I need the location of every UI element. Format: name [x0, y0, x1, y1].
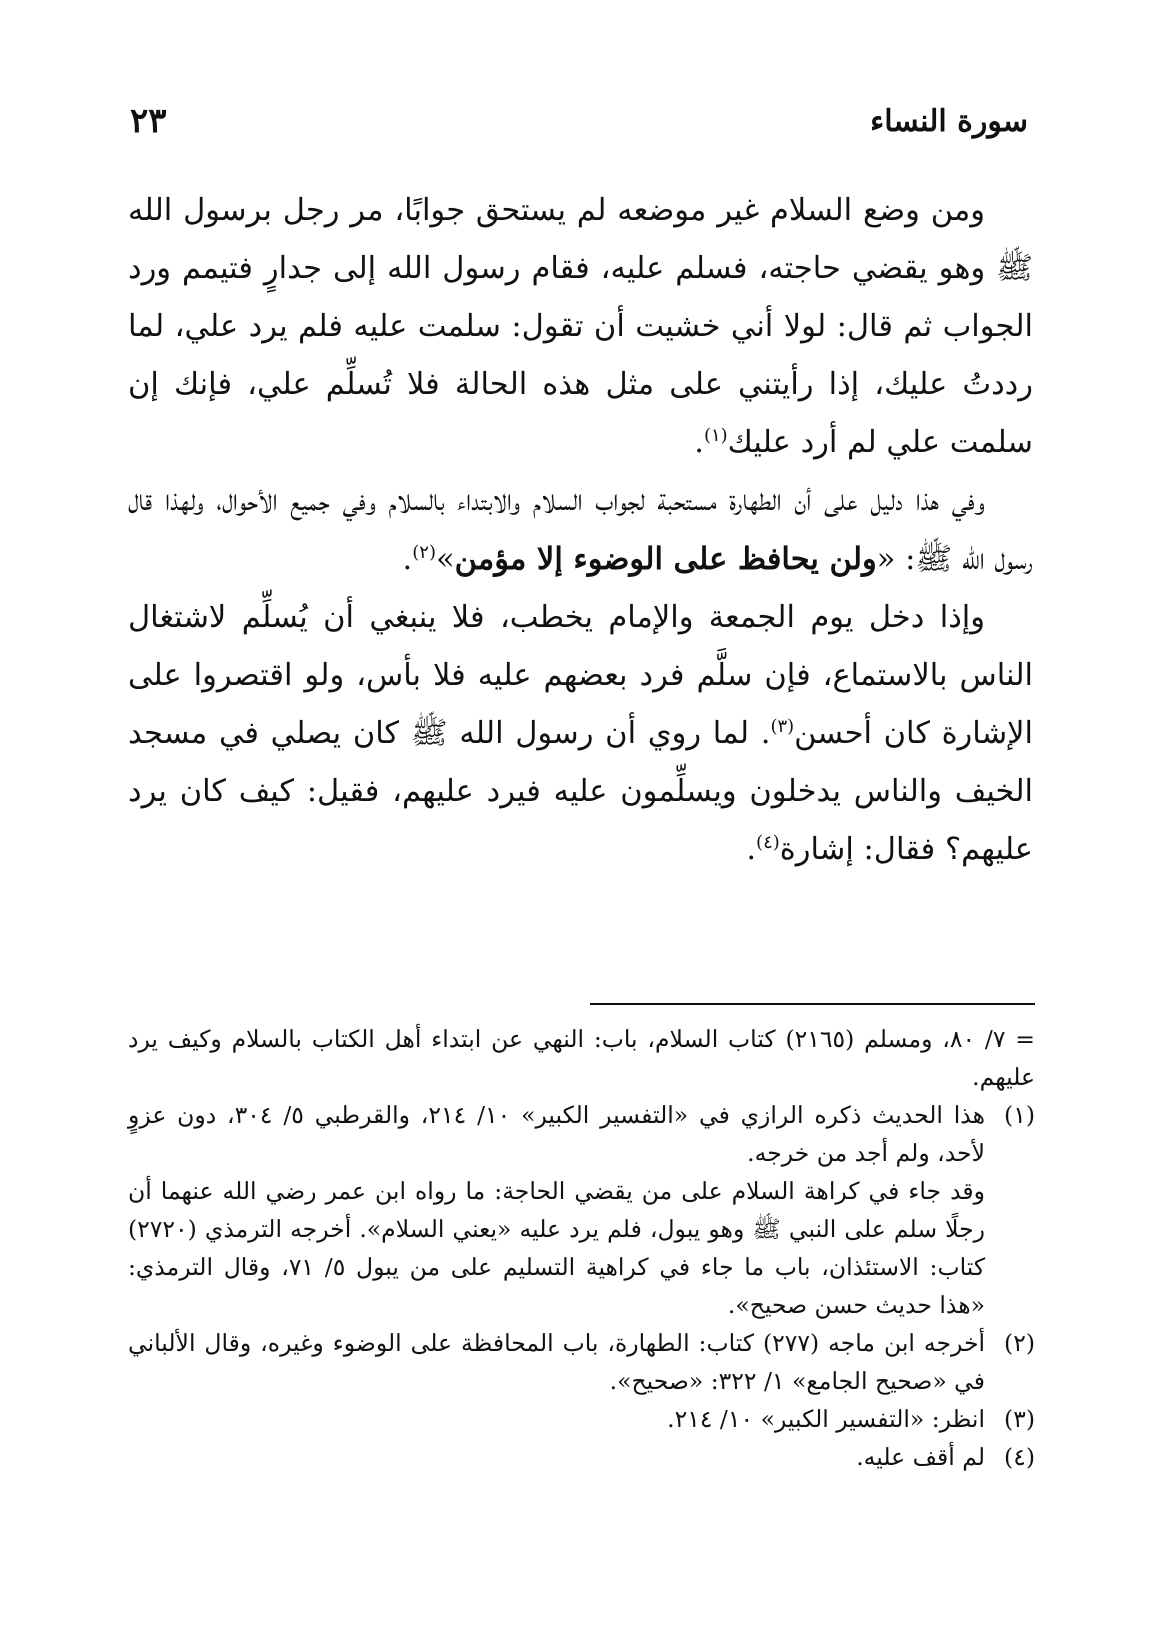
paragraph-2 [128, 472, 1033, 589]
hadith-quote: ولن يحافظ على الوضوء إلا مؤمن [454, 541, 877, 577]
paragraph-3 [128, 589, 1033, 879]
footnote-body [128, 1096, 985, 1324]
main-text [128, 182, 1033, 879]
footnote-line: لم أقف عليه. [856, 1443, 985, 1471]
footnote-4 [128, 1438, 1035, 1476]
paragraph-end: . [402, 542, 413, 577]
footnote-continuation: = ٧/ ٨٠، ومسلم (٢١٦٥) كتاب السلام، باب: النهي عن ابتداء أهل الكتاب بالسلام وكيف يرد عليهم. [128, 1025, 1035, 1091]
footnote-body [128, 1324, 985, 1400]
quote-close: » [435, 542, 455, 577]
paragraph-text: ومن وضع السلام غير موضعه لم يستحق جوابًا، مر رجل برسول الله ﷺ وهو يقضي حاجته، فسلم عليه، فقام رسول الله إلى جدارٍ فتيمم ورد الجواب ثم قال: لولا أني خشيت أن تقول: سلمت عليه فلم يرد علي، لما رددتُ عليك، إذا رأيتني على مثل هذه الحالة فلا تُسلِّم علي، فإنك إن سلمت علي لم أرد عليك [128, 193, 1033, 460]
paragraph-text-2: . لما روي أن رسول الله ﷺ كان يصلي في مسجد الخيف والناس يدخلون ويسلِّمون عليه فيرد عليهم، فقيل: كيف كان يرد عليهم؟ فقال: إشارة [128, 716, 1033, 867]
footnote-number: (١) [1004, 1101, 1035, 1129]
footnote-2 [128, 1324, 1035, 1400]
footnote-line: انظر: «التفسير الكبير» ١٠/ ٢١٤. [667, 1405, 985, 1433]
page-header [130, 96, 1028, 146]
page-number: ٢٣ [130, 101, 167, 141]
footnote-line: وقد جاء في كراهة السلام على من يقضي الحاجة: ما رواه ابن عمر رضي الله عنهما أن رجلًا سلم على النبي ﷺ وهو يبول، فلم يرد عليه «يعني السلام». أخرجه الترمذي (٢٧٢٠) كتاب: الاستئذان، باب ما جاء في كراهية التسليم على من يبول ٥/ ٧١، وقال الترمذي: «هذا حديث حسن صحيح». [128, 1177, 986, 1319]
footnote-divider [590, 1003, 1035, 1005]
running-title: سورة النساء [870, 103, 1028, 139]
footnote-ref-1: (١) [703, 424, 728, 446]
footnote-number: (٢) [1004, 1329, 1035, 1357]
footnote-line: هذا الحديث ذكره الرازي في «التفسير الكبير» ١٠/ ٢١٤، والقرطبي ٥/ ٣٠٤، دون عزوٍ لأحد، ولم أجد من خرجه. [128, 1101, 986, 1167]
paragraph-end: . [746, 832, 757, 867]
paragraph-end: . [694, 425, 704, 460]
footnote-1 [128, 1096, 1035, 1324]
footnote-ref-4: (٤) [756, 831, 780, 853]
footnotes [128, 1020, 1035, 1476]
footnote-line: أخرجه ابن ماجه (٢٧٧) كتاب: الطهارة، باب المحافظة على الوضوء وغيره، وقال الألباني في «صحيح الجامع» ١/ ٣٢٢: «صحيح». [128, 1329, 985, 1395]
footnote-body [128, 1438, 985, 1476]
footnote-number: (٣) [1004, 1405, 1035, 1433]
footnote-body [128, 1400, 985, 1438]
footnote-ref-2: (٢) [412, 541, 436, 563]
footnote-number: (٤) [1004, 1443, 1035, 1471]
paragraph-text: وإذا دخل يوم الجمعة والإمام يخطب، فلا ينبغي أن يُسلِّم لاشتغال الناس بالاستماع، فإن سلَّم فرد بعضهم عليه فلا بأس، ولو اقتصروا على الإشارة كان أحسن [128, 600, 1033, 751]
paragraph-text: وفي هذا دليل على أن الطهارة مستحبة لجواب السلام والابتداء بالسلام وفي جميع الأحوال، ولهذا قال رسول الله ﷺ: « [128, 483, 1033, 577]
paragraph-1 [128, 182, 1033, 472]
footnote-3 [128, 1400, 1035, 1438]
footnote-ref-3: (٣) [770, 715, 795, 737]
